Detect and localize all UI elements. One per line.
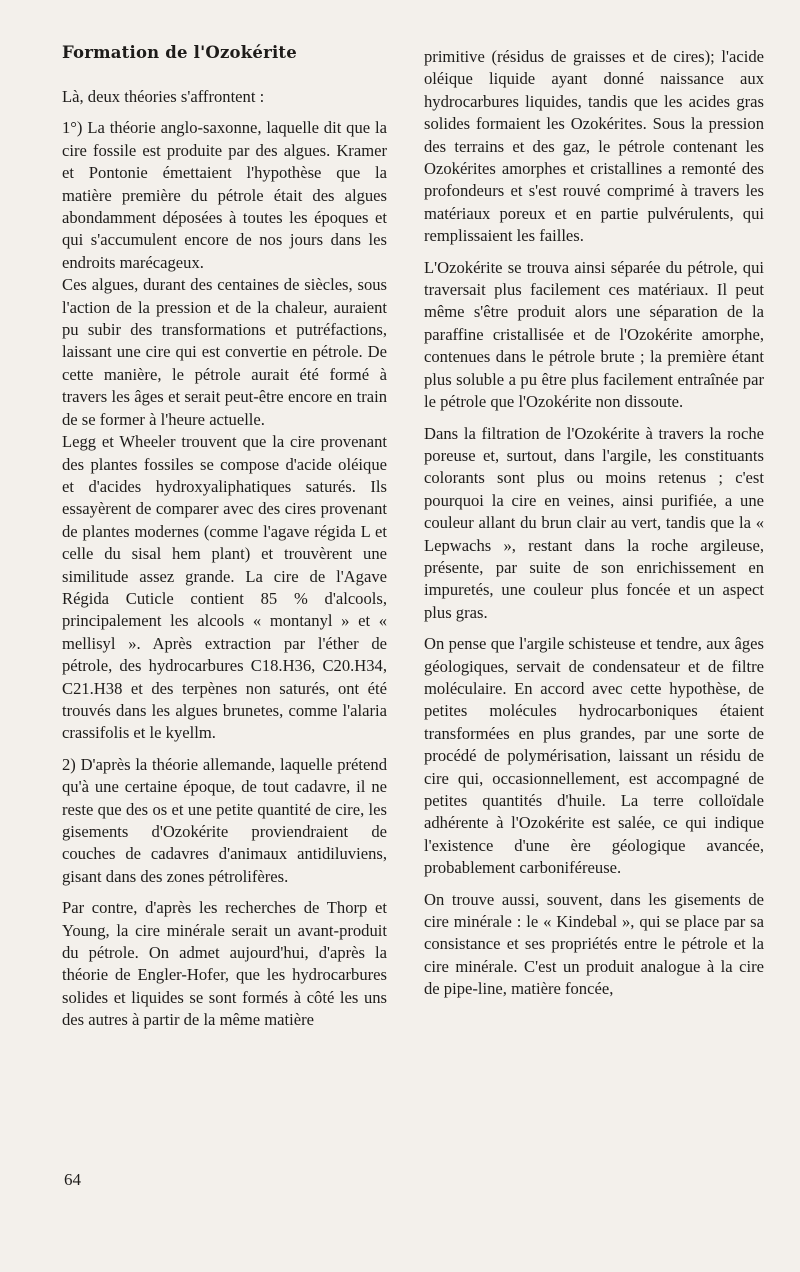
page-number: 64: [64, 1170, 81, 1189]
right-paragraph-4: On pense que l'argile schisteuse et tendre, aux âges géologiques, servait de condensateur et de filtre moléculaire. En accord avec cette hypothèse, de petites molécules hydrocarboniques étaient transformées en plus grandes, par une sorte de procédé de polymérisation, laissant un résidu de cire qui, occasionnellement, est accompagné de petites quantités d'huile. La terre colloïdale adhérente à l'Ozokérite est salée, ce qui indique l'existence d'une ère géologique avancée, probablement carboniféreuse.: [424, 634, 764, 878]
right-paragraph-2: L'Ozokérite se trouva ainsi séparée du pétrole, qui traversait plus facilement ces matériaux. Il peut même s'être produit alors une séparation de la paraffine cristallisée et de l'Ozokérite amorphe, contenues dans le pétrole brute ; la première étant plus soluble a pu être plus facilement entraînée par le pétrole que l'Ozokérite non dissoute.: [424, 257, 764, 412]
left-paragraph-3: Ces algues, durant des centaines de siècles, sous l'action de la pression et de la chaleur, auraient pu subir des transformations et putréfactions, laissant une cire qui est convertie en pétrole. De cette manière, le pétrole aurait été formé à travers les âges et serait peut-être encore en train de se former à l'heure actuelle.: [62, 275, 387, 429]
section-heading: Formation de l'Ozokérite: [62, 43, 297, 62]
left-paragraph-5: 2) D'après la théorie allemande, laquelle prétend qu'à une certaine époque, de tout cadavre, il ne reste que des os et une petite quantité de cire, les gisements d'Ozokérite proviendraient de couches de cadavres d'animaux antidiluviens, gisant dans des zones pétrolifères.: [62, 754, 387, 886]
right-paragraph-5: On trouve aussi, souvent, dans les gisements de cire minérale : le « Kindebal », qui se place par sa consistance et ses propriétés entre le pétrole et la cire minérale. C'est un produit analogue à la cire de pipe-line, matière foncée,: [424, 889, 764, 999]
left-column: [62, 42, 387, 1032]
left-paragraph-4: Legg et Wheeler trouvent que la cire provenant des plantes fossiles se compose d'acide oléique et d'acides hydroxyaliphatiques saturés. Ils essayèrent de comparer avec des cires provenant de plantes modernes (comme l'agave régida L et celle du sisal hem plant) et trouvèrent une similitude assez grande. La cire de l'Agave Régida Cuticle contient 85 % d'alcools, principalement les alcools « montanyl » et « mellisyl ». Après extraction par l'éther de pétrole, des hydrocarbures C18.H36, C20.H34, C21.H38 et des terpènes non saturés, ont été trouvés dans les algues brunetes, comme l'alaria crassifolis et le kyellm.: [62, 432, 387, 743]
right-paragraph-3: Dans la filtration de l'Ozokérite à travers la roche poreuse et, surtout, dans l'argile, les constituants colorants sont plus ou moins retenus ; c'est pourquoi la cire en veines, ainsi purifiée, a une couleur allant du brun clair au vert, tandis que la « Lepwachs », restant dans la roche argileuse, présente, par suite de son enrichissement en impuretés, une couleur plus foncée et un aspect plus gras.: [424, 423, 764, 622]
left-paragraph-6: Par contre, d'après les recherches de Thorp et Young, la cire minérale serait un avant-produit du pétrole. On admet aujourd'hui, d'après la théorie de Engler-Hofer, que les hydrocarbures solides et liquides se sont formés à côté les uns des autres à partir de la même matière: [62, 898, 387, 1030]
right-paragraph-1: primitive (résidus de graisses et de cires); l'acide oléique liquide ayant donné naissance aux hydrocarbures liquides, tandis que les acides gras solides formaient les Ozokérites. Sous la pression des terrains et des gaz, le pétrole contenant les Ozokérites amorphes et cristallines a remonté des profondeurs et s'est rouvé comprimé à travers les matériaux poreux et en partie pulvérulents, qui remplissaient les failles.: [424, 47, 764, 246]
left-paragraph-1: Là, deux théories s'affrontent :: [62, 87, 265, 106]
left-paragraph-2: 1°) La théorie anglo-saxonne, laquelle dit que la cire fossile est produite par des algues. Kramer et Pontonie émettaient l'hypothèse que la matière première du pétrole était des algues abondamment déposées à toutes les époques et qui s'accumulent encore de nos jours dans les endroits marécageux.: [62, 118, 387, 272]
right-column: [424, 46, 764, 1001]
